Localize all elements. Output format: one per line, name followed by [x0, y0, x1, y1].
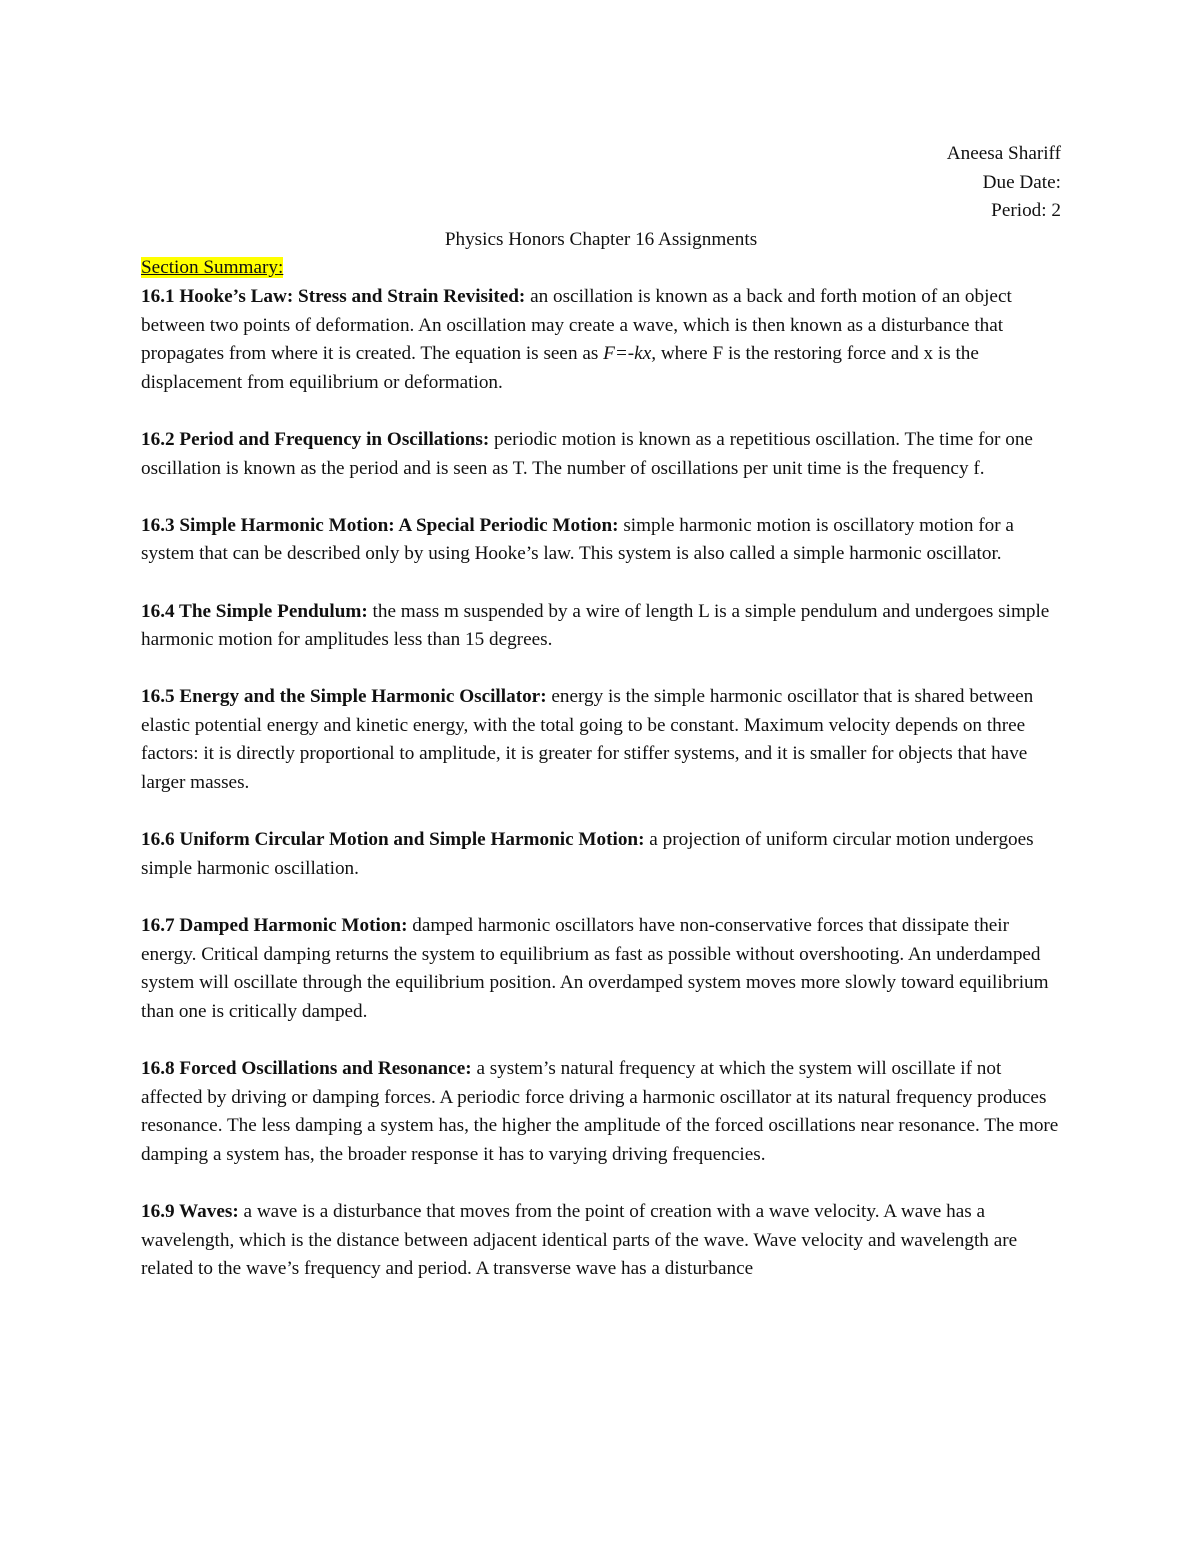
- summary-entry-16-9: [141, 1198, 1061, 1284]
- entry-text: damped harmonic oscillators have non-conservative forces that dissipate their energy. Critical damping returns the system to equilibrium as fast as possible without overshooting. An underdamped system will oscillate through the equilibrium position. An overdamped system moves more slowly toward equilibrium than one is critically damped.: [141, 915, 1049, 1022]
- entry-text: periodic motion is known as a repetitious oscillation. The time for one oscillation is known as the period and is seen as T. The number of oscillations per unit time is the frequency f.: [141, 428, 1033, 479]
- entry-text: simple harmonic motion is oscillatory motion for a system that can be described only by using Hooke’s law. This system is also called a simple harmonic oscillator.: [141, 514, 1014, 565]
- summary-entry-16-1: [141, 283, 1061, 397]
- entry-label: 16.8 Forced Oscillations and Resonance:: [141, 1058, 472, 1079]
- summary-entry-16-2: [141, 426, 1061, 483]
- period-line: Period: 2: [991, 200, 1061, 222]
- entry-label: 16.2 Period and Frequency in Oscillations:: [141, 428, 490, 450]
- entry-label: 16.3 Simple Harmonic Motion: A Special Periodic Motion:: [141, 514, 619, 536]
- document-title: Physics Honors Chapter 16 Assignments: [444, 228, 758, 250]
- entry-text: a system’s natural frequency at which the system will oscillate if not affected by driving or damping forces. A periodic force driving a harmonic oscillator at its natural frequency produces resonance. The less damping a system has, the higher the amplitude of the forced oscillations near resonance. The more damping a system has, the broader response it has to varying driving frequencies.: [141, 1058, 1059, 1165]
- entry-text: a projection of uniform circular motion undergoes simple harmonic oscillation.: [141, 829, 1034, 879]
- entry-text: the mass m suspended by a wire of length L is a simple pendulum and undergoes simple harmonic motion for amplitudes less than 15 degrees.: [141, 600, 1050, 651]
- document-body: [141, 140, 1061, 1284]
- author-name: Aneesa Shariff: [946, 143, 1061, 164]
- section-summary-heading: [141, 254, 1061, 283]
- summary-entry-16-7: [141, 912, 1061, 1026]
- due-date-line: Due Date:: [982, 171, 1061, 193]
- entry-label: 16.7 Damped Harmonic Motion:: [141, 915, 408, 937]
- entry-label: 16.6 Uniform Circular Motion and Simple Harmonic Motion:: [141, 829, 645, 851]
- section-summary-label: Section Summary:: [141, 257, 284, 279]
- entry-text: a wave is a disturbance that moves from the point of creation with a wave velocity. A wave has a wavelength, which is the distance between adjacent identical parts of the wave. Wave velocity and wavelength are related to the wave’s frequency and period. A transverse wave has a disturbance: [141, 1200, 1018, 1280]
- entry-text: an oscillation is known as a back and forth motion of an object between two points of deformation. An oscillation may create a wave, which is then known as a disturbance that propagates from where it is created. The equation is seen as: [141, 285, 1012, 365]
- entry-label: 16.5 Energy and the Simple Harmonic Oscillator:: [141, 686, 547, 708]
- entry-text: energy is the simple harmonic oscillator that is shared between elastic potential energy and kinetic energy, with the total going to be constant. Maximum velocity depends on three factors: it is directly proportional to amplitude, it is greater for stiffer systems, and it is smaller for objects that have larger masses.: [141, 686, 1034, 794]
- summary-entry-16-8: [141, 1055, 1061, 1169]
- summary-entry-16-4: [141, 598, 1061, 655]
- entry-label: 16.9 Waves:: [141, 1200, 239, 1222]
- summary-entry-16-3: [141, 512, 1061, 569]
- entry-label: 16.1 Hooke’s Law: Stress and Strain Revisited:: [141, 285, 526, 307]
- entry-label: 16.4 The Simple Pendulum:: [141, 600, 368, 622]
- hookes-law-formula: F=-kx,: [603, 343, 657, 365]
- summary-entry-16-6: [141, 826, 1061, 883]
- entry-text: where F is the restoring force and x is the displacement from equilibrium or deformation.: [141, 343, 979, 393]
- summary-entry-16-5: [141, 683, 1061, 797]
